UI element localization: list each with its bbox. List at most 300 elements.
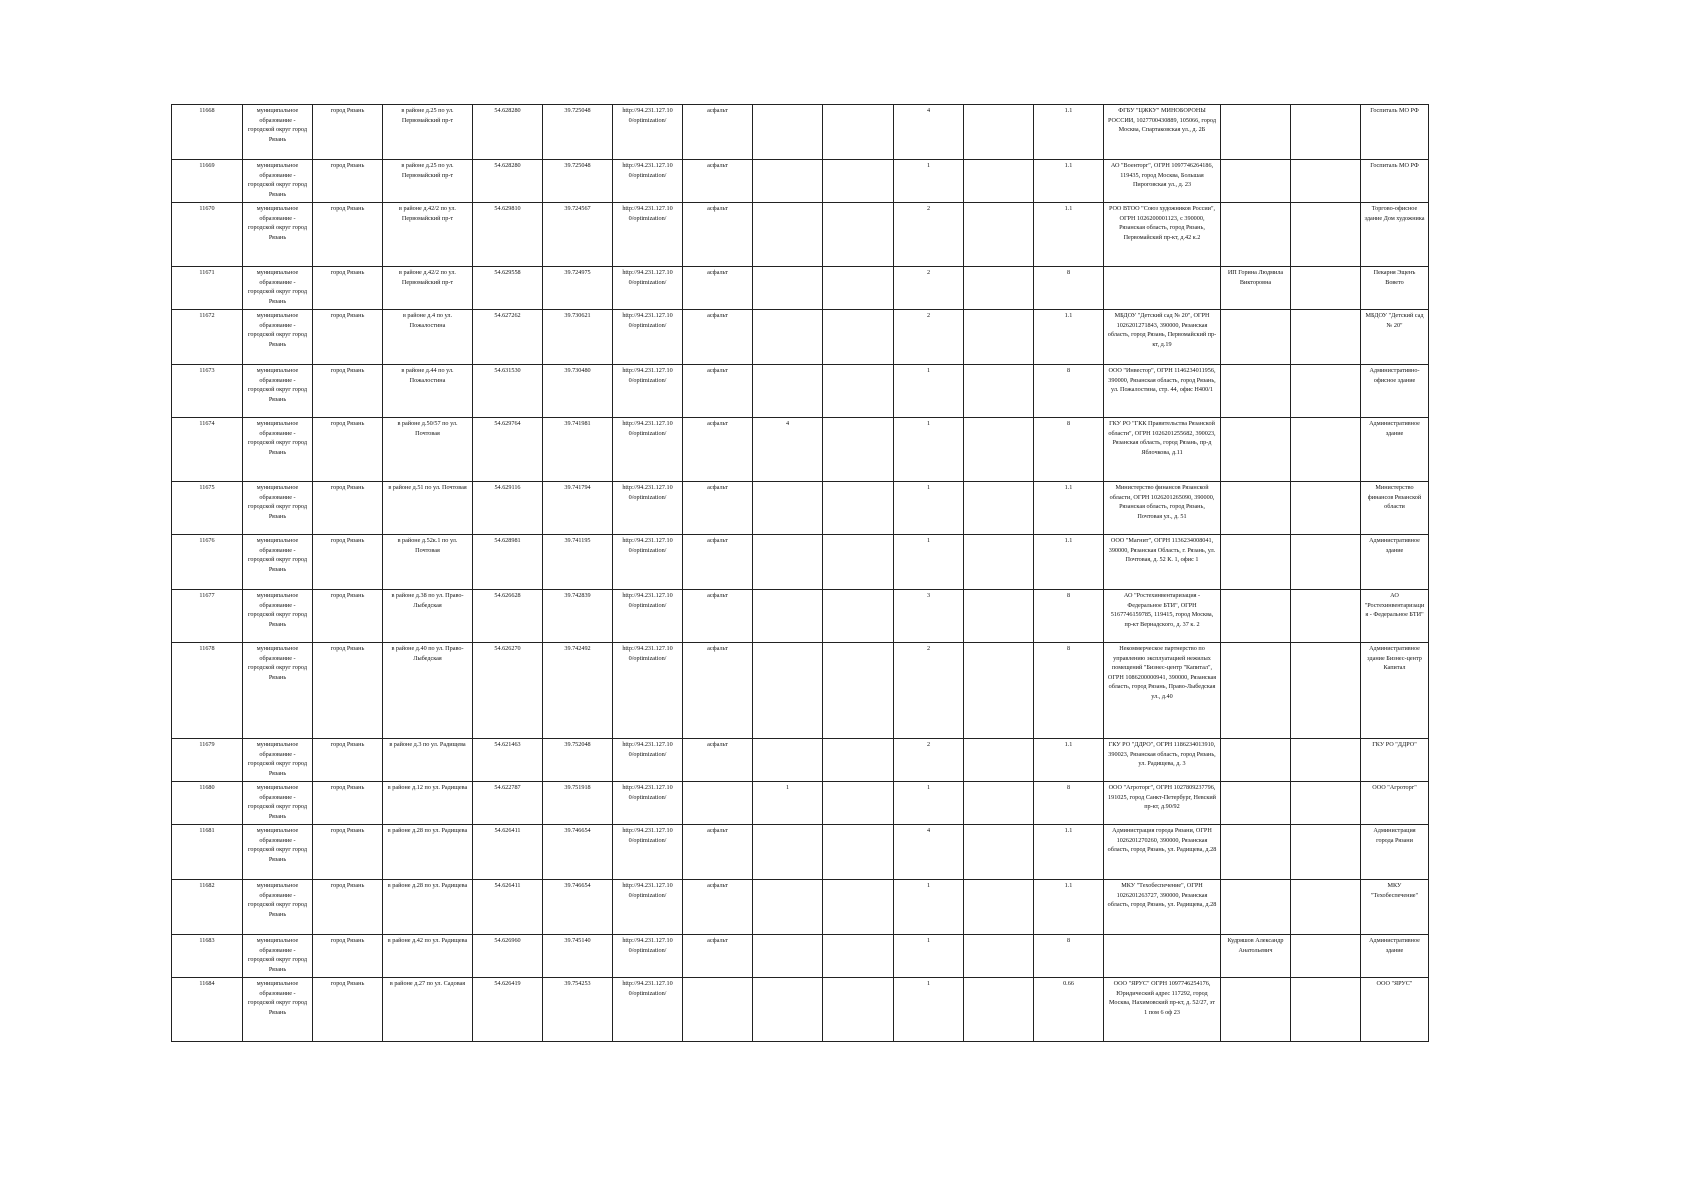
individual-cell bbox=[1221, 105, 1291, 160]
latitude-cell: 54.626628 bbox=[473, 590, 543, 643]
individual-cell bbox=[1221, 418, 1291, 482]
surface-cell: асфальт bbox=[683, 482, 753, 535]
count-cell bbox=[753, 880, 823, 935]
latitude-cell: 54.631530 bbox=[473, 365, 543, 418]
table-row bbox=[172, 739, 1429, 782]
places-cell: 3 bbox=[894, 590, 964, 643]
link-cell[interactable]: http://94.231.127.10 0/optimization/ bbox=[613, 739, 683, 782]
municipality-cell: муниципальное образование - городской округ город Рязань bbox=[243, 825, 313, 880]
empty-cell bbox=[823, 365, 894, 418]
places-cell: 1 bbox=[894, 365, 964, 418]
municipality-cell: муниципальное образование - городской округ город Рязань bbox=[243, 418, 313, 482]
empty-cell bbox=[964, 739, 1034, 782]
longitude-cell: 39.725048 bbox=[543, 160, 613, 203]
city-cell: город Рязань bbox=[313, 978, 383, 1042]
individual-cell bbox=[1221, 978, 1291, 1042]
count-cell bbox=[753, 203, 823, 267]
empty-cell bbox=[964, 590, 1034, 643]
empty-cell bbox=[964, 310, 1034, 365]
link-cell[interactable]: http://94.231.127.10 0/optimization/ bbox=[613, 643, 683, 739]
tariff-cell: 1.1 bbox=[1034, 535, 1104, 590]
places-cell: 2 bbox=[894, 643, 964, 739]
municipality-cell: муниципальное образование - городской округ город Рязань bbox=[243, 267, 313, 310]
individual-cell bbox=[1221, 310, 1291, 365]
municipality-cell: муниципальное образование - городской округ город Рязань bbox=[243, 310, 313, 365]
object-cell: Административное здание bbox=[1361, 935, 1429, 978]
empty-cell bbox=[823, 482, 894, 535]
city-cell: город Рязань bbox=[313, 825, 383, 880]
tariff-cell: 8 bbox=[1034, 267, 1104, 310]
longitude-cell: 39.741195 bbox=[543, 535, 613, 590]
owner-cell: АО "Военторг", ОГРН 1097746264186, 119435, город Москва, Большая Пироговская ул., д. 23 bbox=[1104, 160, 1221, 203]
longitude-cell: 39.752048 bbox=[543, 739, 613, 782]
empty-cell bbox=[1291, 418, 1361, 482]
individual-cell bbox=[1221, 535, 1291, 590]
table-row bbox=[172, 935, 1429, 978]
table-row bbox=[172, 825, 1429, 880]
registry-table bbox=[171, 104, 1429, 1042]
individual-cell bbox=[1221, 739, 1291, 782]
link-cell[interactable]: http://94.231.127.10 0/optimization/ bbox=[613, 482, 683, 535]
object-cell: Торгово-офисное здание Дом художника bbox=[1361, 203, 1429, 267]
surface-cell bbox=[683, 782, 753, 825]
individual-cell: ИП Горина Людмила Викторовна bbox=[1221, 267, 1291, 310]
tariff-cell: 8 bbox=[1034, 643, 1104, 739]
empty-cell bbox=[964, 825, 1034, 880]
empty-cell bbox=[823, 978, 894, 1042]
object-cell: ООО "ЯРУС" bbox=[1361, 978, 1429, 1042]
owner-cell: Министерство финансов Рязанской области, ОГРН 1026201265090, 390000, Рязанская область, город Рязань, Почтовая ул., д. 51 bbox=[1104, 482, 1221, 535]
longitude-cell: 39.745140 bbox=[543, 935, 613, 978]
table-row bbox=[172, 310, 1429, 365]
owner-cell: ООО "ЯРУС" ОГРН 1097746254176, Юридический адрес 117292, город Москва, Нахимовский пр-кт, д. 52/27, эт 1 пом 6 оф 23 bbox=[1104, 978, 1221, 1042]
count-cell bbox=[753, 643, 823, 739]
surface-cell: асфальт bbox=[683, 105, 753, 160]
empty-cell bbox=[1291, 739, 1361, 782]
object-cell: АО "Ростехинвентаризация - Федеральное БТИ" bbox=[1361, 590, 1429, 643]
surface-cell: асфальт bbox=[683, 160, 753, 203]
city-cell: город Рязань bbox=[313, 935, 383, 978]
link-cell[interactable]: http://94.231.127.10 0/optimization/ bbox=[613, 978, 683, 1042]
longitude-cell: 39.742839 bbox=[543, 590, 613, 643]
empty-cell bbox=[964, 160, 1034, 203]
owner-cell bbox=[1104, 935, 1221, 978]
link-cell[interactable]: http://94.231.127.10 0/optimization/ bbox=[613, 203, 683, 267]
surface-cell: асфальт bbox=[683, 739, 753, 782]
table-row bbox=[172, 203, 1429, 267]
address-cell: в районе д.42/2 по ул. Первомайский пр-т bbox=[383, 203, 473, 267]
object-cell: МКУ "Техобеспечение" bbox=[1361, 880, 1429, 935]
address-cell: в районе д.40 по ул. Право-Лыбедская bbox=[383, 643, 473, 739]
empty-cell bbox=[1291, 310, 1361, 365]
latitude-cell: 54.628981 bbox=[473, 535, 543, 590]
tariff-cell: 8 bbox=[1034, 782, 1104, 825]
owner-cell: АО "Ростехинвентаризация - Федеральное БТИ", ОГРН 5167746159785, 119415, город Москва, пр-кт Вернадского, д. 37 к. 2 bbox=[1104, 590, 1221, 643]
link-cell[interactable]: http://94.231.127.10 0/optimization/ bbox=[613, 535, 683, 590]
address-cell: в районе д.25 по ул. Первомайский пр-т bbox=[383, 160, 473, 203]
municipality-cell: муниципальное образование - городской округ город Рязань bbox=[243, 643, 313, 739]
municipality-cell: муниципальное образование - городской округ город Рязань bbox=[243, 880, 313, 935]
latitude-cell: 54.622787 bbox=[473, 782, 543, 825]
table-row bbox=[172, 105, 1429, 160]
tariff-cell: 1.1 bbox=[1034, 880, 1104, 935]
count-cell bbox=[753, 105, 823, 160]
city-cell: город Рязань bbox=[313, 739, 383, 782]
surface-cell: асфальт bbox=[683, 310, 753, 365]
address-cell: в районе д.51 по ул. Почтовая bbox=[383, 482, 473, 535]
tariff-cell: 8 bbox=[1034, 365, 1104, 418]
surface-cell: асфальт bbox=[683, 418, 753, 482]
link-cell[interactable]: http://94.231.127.10 0/optimization/ bbox=[613, 105, 683, 160]
municipality-cell: муниципальное образование - городской округ город Рязань bbox=[243, 160, 313, 203]
empty-cell bbox=[823, 160, 894, 203]
empty-cell bbox=[1291, 978, 1361, 1042]
owner-cell: ГКУ РО "ГКК Правительства Рязанской области", ОГРН 1026201255682, 390023, Рязанская область, город Рязань, пр-д Яблочкова, д.11 bbox=[1104, 418, 1221, 482]
municipality-cell: муниципальное образование - городской округ город Рязань bbox=[243, 782, 313, 825]
municipality-cell: муниципальное образование - городской округ город Рязань bbox=[243, 482, 313, 535]
count-cell: 4 bbox=[753, 418, 823, 482]
individual-cell bbox=[1221, 160, 1291, 203]
empty-cell bbox=[823, 825, 894, 880]
object-cell: Административное здание bbox=[1361, 418, 1429, 482]
owner-cell: ООО "Агроторг", ОГРН 1027809237796, 191025, город Санкт-Петербург, Невский пр-кт, д.90/92 bbox=[1104, 782, 1221, 825]
longitude-cell: 39.730621 bbox=[543, 310, 613, 365]
municipality-cell: муниципальное образование - городской округ город Рязань bbox=[243, 535, 313, 590]
latitude-cell: 54.628280 bbox=[473, 160, 543, 203]
table-body bbox=[172, 105, 1429, 1042]
empty-cell bbox=[1291, 643, 1361, 739]
individual-cell bbox=[1221, 365, 1291, 418]
empty-cell bbox=[823, 105, 894, 160]
empty-cell bbox=[823, 203, 894, 267]
address-cell: в районе д.12 по ул. Радищева bbox=[383, 782, 473, 825]
latitude-cell: 54.626270 bbox=[473, 643, 543, 739]
tariff-cell: 1.1 bbox=[1034, 203, 1104, 267]
address-cell: в районе д.27 по ул. Садовая bbox=[383, 978, 473, 1042]
surface-cell: асфальт bbox=[683, 365, 753, 418]
latitude-cell: 54.629558 bbox=[473, 267, 543, 310]
address-cell: в районе д.50/57 по ул. Почтовая bbox=[383, 418, 473, 482]
row-id-cell: 11683 bbox=[172, 935, 243, 978]
row-id-cell: 11679 bbox=[172, 739, 243, 782]
row-id-cell: 11676 bbox=[172, 535, 243, 590]
table-row bbox=[172, 418, 1429, 482]
table-row bbox=[172, 482, 1429, 535]
places-cell: 2 bbox=[894, 739, 964, 782]
count-cell bbox=[753, 365, 823, 418]
latitude-cell: 54.626411 bbox=[473, 825, 543, 880]
table-row bbox=[172, 590, 1429, 643]
row-id-cell: 11671 bbox=[172, 267, 243, 310]
empty-cell bbox=[823, 418, 894, 482]
city-cell: город Рязань bbox=[313, 105, 383, 160]
individual-cell bbox=[1221, 203, 1291, 267]
count-cell bbox=[753, 590, 823, 643]
link-cell[interactable]: http://94.231.127.10 0/optimization/ bbox=[613, 267, 683, 310]
places-cell: 2 bbox=[894, 310, 964, 365]
city-cell: город Рязань bbox=[313, 535, 383, 590]
address-cell: в районе д.25 по ул. Первомайский пр-т bbox=[383, 105, 473, 160]
object-cell: Административно-офисное здание bbox=[1361, 365, 1429, 418]
longitude-cell: 39.754253 bbox=[543, 978, 613, 1042]
table-row bbox=[172, 535, 1429, 590]
table-row bbox=[172, 978, 1429, 1042]
tariff-cell: 1.1 bbox=[1034, 310, 1104, 365]
longitude-cell: 39.741794 bbox=[543, 482, 613, 535]
surface-cell: асфальт bbox=[683, 825, 753, 880]
row-id-cell: 11668 bbox=[172, 105, 243, 160]
empty-cell bbox=[823, 643, 894, 739]
link-cell[interactable]: http://94.231.127.10 0/optimization/ bbox=[613, 310, 683, 365]
empty-cell bbox=[964, 978, 1034, 1042]
empty-cell bbox=[1291, 825, 1361, 880]
latitude-cell: 54.629116 bbox=[473, 482, 543, 535]
surface-cell: асфальт bbox=[683, 267, 753, 310]
object-cell: ГКУ РО "ДДРО" bbox=[1361, 739, 1429, 782]
empty-cell bbox=[1291, 880, 1361, 935]
empty-cell bbox=[964, 482, 1034, 535]
city-cell: город Рязань bbox=[313, 482, 383, 535]
count-cell bbox=[753, 978, 823, 1042]
individual-cell bbox=[1221, 643, 1291, 739]
link-cell[interactable]: http://94.231.127.10 0/optimization/ bbox=[613, 935, 683, 978]
latitude-cell: 54.626411 bbox=[473, 880, 543, 935]
surface-cell: асфальт bbox=[683, 880, 753, 935]
row-id-cell: 11672 bbox=[172, 310, 243, 365]
address-cell: в районе д.28 по ул. Радищева bbox=[383, 880, 473, 935]
count-cell bbox=[753, 267, 823, 310]
row-id-cell: 11677 bbox=[172, 590, 243, 643]
count-cell bbox=[753, 935, 823, 978]
longitude-cell: 39.751918 bbox=[543, 782, 613, 825]
empty-cell bbox=[964, 365, 1034, 418]
tariff-cell: 8 bbox=[1034, 590, 1104, 643]
empty-cell bbox=[964, 880, 1034, 935]
municipality-cell: муниципальное образование - городской округ город Рязань bbox=[243, 590, 313, 643]
tariff-cell: 1.1 bbox=[1034, 825, 1104, 880]
latitude-cell: 54.626419 bbox=[473, 978, 543, 1042]
link-cell[interactable]: http://94.231.127.10 0/optimization/ bbox=[613, 825, 683, 880]
places-cell: 1 bbox=[894, 935, 964, 978]
latitude-cell: 54.621463 bbox=[473, 739, 543, 782]
city-cell: город Рязань bbox=[313, 310, 383, 365]
count-cell bbox=[753, 160, 823, 203]
longitude-cell: 39.730480 bbox=[543, 365, 613, 418]
table-row bbox=[172, 365, 1429, 418]
object-cell: Госпиталь МО РФ bbox=[1361, 160, 1429, 203]
longitude-cell: 39.741981 bbox=[543, 418, 613, 482]
municipality-cell: муниципальное образование - городской округ город Рязань bbox=[243, 978, 313, 1042]
count-cell bbox=[753, 310, 823, 365]
empty-cell bbox=[823, 267, 894, 310]
empty-cell bbox=[1291, 935, 1361, 978]
city-cell: город Рязань bbox=[313, 590, 383, 643]
address-cell: в районе д.3 по ул. Радищева bbox=[383, 739, 473, 782]
places-cell: 1 bbox=[894, 880, 964, 935]
owner-cell: ООО "Магнит", ОГРН 1136234008041, 390000, Рязанская Область, г. Рязань, ул. Почтовая, д. 52 К. 1, офис 1 bbox=[1104, 535, 1221, 590]
count-cell bbox=[753, 739, 823, 782]
link-cell[interactable]: http://94.231.127.10 0/optimization/ bbox=[613, 418, 683, 482]
empty-cell bbox=[964, 535, 1034, 590]
surface-cell: асфальт bbox=[683, 590, 753, 643]
municipality-cell: муниципальное образование - городской округ город Рязань bbox=[243, 365, 313, 418]
tariff-cell: 1.1 bbox=[1034, 482, 1104, 535]
latitude-cell: 54.629810 bbox=[473, 203, 543, 267]
object-cell: Министерство финансов Рязанской области bbox=[1361, 482, 1429, 535]
row-id-cell: 11674 bbox=[172, 418, 243, 482]
latitude-cell: 54.627262 bbox=[473, 310, 543, 365]
municipality-cell: муниципальное образование - городской округ город Рязань bbox=[243, 203, 313, 267]
municipality-cell: муниципальное образование - городской округ город Рязань bbox=[243, 935, 313, 978]
empty-cell bbox=[823, 782, 894, 825]
row-id-cell: 11681 bbox=[172, 825, 243, 880]
address-cell: в районе д.38 по ул. Право-Лыбедская bbox=[383, 590, 473, 643]
surface-cell bbox=[683, 978, 753, 1042]
empty-cell bbox=[1291, 782, 1361, 825]
owner-cell: ФГБУ "ЦЖКУ" МИНОБОРОНЫ РОССИИ, 1027700430889, 105066, город Москва, Спартаковская ул., д. 2Б bbox=[1104, 105, 1221, 160]
tariff-cell: 0.66 bbox=[1034, 978, 1104, 1042]
empty-cell bbox=[1291, 365, 1361, 418]
object-cell: МБДОУ "Детский сад № 20" bbox=[1361, 310, 1429, 365]
longitude-cell: 39.724975 bbox=[543, 267, 613, 310]
count-cell bbox=[753, 535, 823, 590]
empty-cell bbox=[1291, 535, 1361, 590]
places-cell: 2 bbox=[894, 267, 964, 310]
empty-cell bbox=[823, 535, 894, 590]
owner-cell: МКУ "Техобеспечение", ОГРН 1026201263727, 390000, Рязанская область, город Рязань, ул. Радищева, д.28 bbox=[1104, 880, 1221, 935]
empty-cell bbox=[1291, 482, 1361, 535]
owner-cell: Администрация города Рязани, ОГРН 1026201270260, 390000, Рязанская область, город Рязань, ул. Радищева, д.28 bbox=[1104, 825, 1221, 880]
places-cell: 2 bbox=[894, 203, 964, 267]
count-cell bbox=[753, 825, 823, 880]
tariff-cell: 8 bbox=[1034, 935, 1104, 978]
object-cell: ООО "Агроторг" bbox=[1361, 782, 1429, 825]
link-cell[interactable]: http://94.231.127.10 0/optimization/ bbox=[613, 782, 683, 825]
individual-cell bbox=[1221, 482, 1291, 535]
empty-cell bbox=[1291, 267, 1361, 310]
empty-cell bbox=[823, 880, 894, 935]
places-cell: 1 bbox=[894, 418, 964, 482]
row-id-cell: 11682 bbox=[172, 880, 243, 935]
empty-cell bbox=[823, 935, 894, 978]
link-cell[interactable]: http://94.231.127.10 0/optimization/ bbox=[613, 590, 683, 643]
city-cell: город Рязань bbox=[313, 267, 383, 310]
surface-cell: асфальт bbox=[683, 935, 753, 978]
empty-cell bbox=[823, 739, 894, 782]
link-cell[interactable]: http://94.231.127.10 0/optimization/ bbox=[613, 880, 683, 935]
individual-cell bbox=[1221, 590, 1291, 643]
address-cell: в районе д.52к.1 по ул. Почтовая bbox=[383, 535, 473, 590]
row-id-cell: 11678 bbox=[172, 643, 243, 739]
places-cell: 1 bbox=[894, 160, 964, 203]
latitude-cell: 54.626960 bbox=[473, 935, 543, 978]
individual-cell bbox=[1221, 880, 1291, 935]
row-id-cell: 11673 bbox=[172, 365, 243, 418]
object-cell: Административное здание bbox=[1361, 535, 1429, 590]
city-cell: город Рязань bbox=[313, 418, 383, 482]
city-cell: город Рязань bbox=[313, 643, 383, 739]
individual-cell bbox=[1221, 782, 1291, 825]
latitude-cell: 54.628280 bbox=[473, 105, 543, 160]
longitude-cell: 39.746654 bbox=[543, 825, 613, 880]
address-cell: в районе д.44 по ул. Пожалостина bbox=[383, 365, 473, 418]
address-cell: в районе д.42 по ул. Радищева bbox=[383, 935, 473, 978]
owner-cell: ООО "Инвестор", ОГРН 1146234011956, 390000, Рязанская область, город Рязань, ул. Пожалостина, стр. 44, офис Н400/1 bbox=[1104, 365, 1221, 418]
object-cell: Административное здание Бизнес-центр Капитал bbox=[1361, 643, 1429, 739]
owner-cell bbox=[1104, 267, 1221, 310]
surface-cell: асфальт bbox=[683, 203, 753, 267]
empty-cell bbox=[1291, 105, 1361, 160]
row-id-cell: 11675 bbox=[172, 482, 243, 535]
places-cell: 1 bbox=[894, 535, 964, 590]
table-row bbox=[172, 782, 1429, 825]
places-cell: 1 bbox=[894, 482, 964, 535]
longitude-cell: 39.746654 bbox=[543, 880, 613, 935]
longitude-cell: 39.724567 bbox=[543, 203, 613, 267]
empty-cell bbox=[964, 203, 1034, 267]
address-cell: в районе д.28 по ул. Радищева bbox=[383, 825, 473, 880]
tariff-cell: 1.1 bbox=[1034, 160, 1104, 203]
count-cell bbox=[753, 482, 823, 535]
places-cell: 4 bbox=[894, 825, 964, 880]
longitude-cell: 39.742492 bbox=[543, 643, 613, 739]
city-cell: город Рязань bbox=[313, 160, 383, 203]
empty-cell bbox=[823, 310, 894, 365]
empty-cell bbox=[964, 935, 1034, 978]
places-cell: 1 bbox=[894, 978, 964, 1042]
row-id-cell: 11684 bbox=[172, 978, 243, 1042]
owner-cell: РОО ВТОО "Союз художников России", ОГРН 1026200001123, с 390000, Рязанская область, город Рязань, Первомайский пр-кт, д.42 к.2 bbox=[1104, 203, 1221, 267]
latitude-cell: 54.629764 bbox=[473, 418, 543, 482]
municipality-cell: муниципальное образование - городской округ город Рязань bbox=[243, 105, 313, 160]
count-cell: 1 bbox=[753, 782, 823, 825]
tariff-cell: 1.1 bbox=[1034, 105, 1104, 160]
empty-cell bbox=[964, 782, 1034, 825]
empty-cell bbox=[964, 418, 1034, 482]
owner-cell: Некоммерческое партнерство по управлению эксплуатацией нежилых помещений "Бизнес-центр "Капитал", ОГРН 1086200000941, 390000, Рязанская область, город Рязань, Право-Лыбедская ул., д.40 bbox=[1104, 643, 1221, 739]
city-cell: город Рязань bbox=[313, 365, 383, 418]
row-id-cell: 11680 bbox=[172, 782, 243, 825]
city-cell: город Рязань bbox=[313, 782, 383, 825]
empty-cell bbox=[964, 105, 1034, 160]
city-cell: город Рязань bbox=[313, 203, 383, 267]
city-cell: город Рязань bbox=[313, 880, 383, 935]
empty-cell bbox=[1291, 590, 1361, 643]
empty-cell bbox=[823, 590, 894, 643]
tariff-cell: 8 bbox=[1034, 418, 1104, 482]
object-cell: Администрация города Рязани bbox=[1361, 825, 1429, 880]
owner-cell: МБДОУ "Детский сад № 20", ОГРН 1026201271843, 390000, Рязанская область, город Рязань, Первомайский пр-кт, д.19 bbox=[1104, 310, 1221, 365]
tariff-cell: 1.1 bbox=[1034, 739, 1104, 782]
table-row bbox=[172, 643, 1429, 739]
owner-cell: ГКУ РО "ДДРО", ОГРН 1186234013910, 390023, Рязанская область, город Рязань, ул. Радищева, д. 3 bbox=[1104, 739, 1221, 782]
link-cell[interactable]: http://94.231.127.10 0/optimization/ bbox=[613, 365, 683, 418]
empty-cell bbox=[1291, 203, 1361, 267]
individual-cell bbox=[1221, 825, 1291, 880]
row-id-cell: 11670 bbox=[172, 203, 243, 267]
object-cell: Госпиталь МО РФ bbox=[1361, 105, 1429, 160]
surface-cell: асфальт bbox=[683, 535, 753, 590]
table-row bbox=[172, 880, 1429, 935]
individual-cell: Кудряшов Александр Анатольевич bbox=[1221, 935, 1291, 978]
address-cell: в районе д.4 по ул. Пожалостина bbox=[383, 310, 473, 365]
row-id-cell: 11669 bbox=[172, 160, 243, 203]
surface-cell: асфальт bbox=[683, 643, 753, 739]
table-row bbox=[172, 267, 1429, 310]
link-cell[interactable]: http://94.231.127.10 0/optimization/ bbox=[613, 160, 683, 203]
empty-cell bbox=[964, 267, 1034, 310]
empty-cell bbox=[1291, 160, 1361, 203]
